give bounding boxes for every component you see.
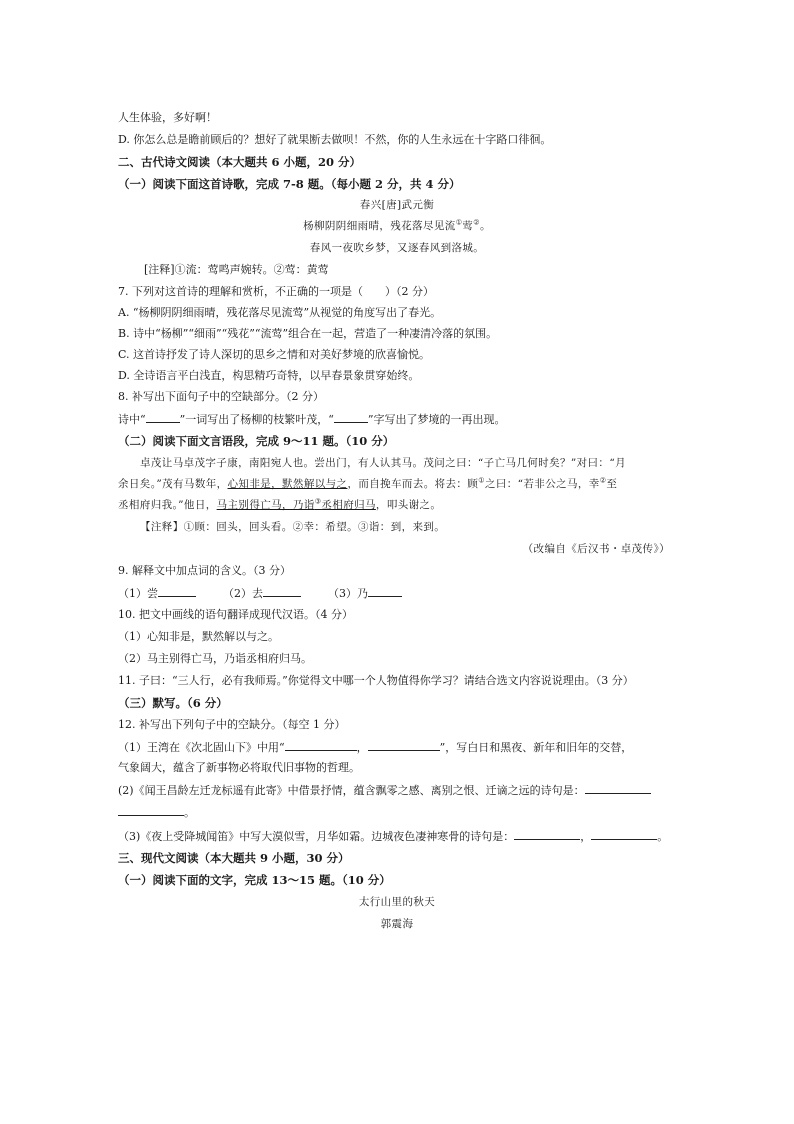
answer-blank[interactable] [368, 586, 402, 597]
classical-text-line-2: 余日矣。”茂有马数年，心知非是，默然解以与之，而自挽车而去。将去：顾①之曰：“若非公之马，幸②至 [118, 476, 618, 490]
poem-line-1: 杨柳阴阴细雨晴，残花落尽见流①莺②。 [303, 218, 491, 232]
answer-blank[interactable] [334, 412, 368, 423]
question-10: 10. 把文中画线的语句翻译成现代汉语。（4 分） [118, 608, 353, 621]
answer-blank[interactable] [514, 829, 580, 840]
poem-title: 春兴[唐]武元衡 [359, 199, 435, 211]
question-7-option-b: B. 诗中“杨柳”“细雨”“残花”“流莺”组合在一起，营造了一种凄清冷落的氛围。 [118, 327, 498, 340]
section-3-title: 三、现代文阅读（本大题共 9 小题，30 分） [118, 851, 350, 865]
section-2-1-title: （一）阅读下面这首诗歌，完成 7-8 题。（每小题 2 分，共 4 分） [118, 177, 461, 191]
section-2-2-title: （二）阅读下面文言语段，完成 9～11 题。（10 分） [118, 434, 395, 448]
question-12: 12. 补写出下列句子中的空缺分。（每空 1 分） [118, 718, 346, 731]
question-7-option-d: D. 全诗语言平白浅直，构思精巧奇特，以早春景象贯穿始终。 [118, 369, 420, 382]
question-9: 9. 解释文中加点词的含义。（3 分） [118, 564, 291, 577]
essay-author: 郭震海 [380, 918, 414, 930]
question-8-fill: 诗中“ ”一词写出了杨柳的枝繁叶茂，“ ”字写出了梦境的一再出现。 [118, 413, 506, 426]
question-12-2-cont: 。 [118, 805, 195, 820]
poem-note: [注释]①流：莺鸣声婉转。②莺：黄莺 [144, 263, 329, 276]
answer-blank[interactable] [585, 783, 651, 794]
classical-text-line-3: 丞相府归我。”他日，马主别得亡马，乃诣③丞相府归马，叩头谢之。 [118, 497, 442, 511]
text-line: 人生体验，多好啊！ [118, 111, 217, 124]
question-10-2: （2）马主别得亡马，乃诣丞相府归马。 [118, 652, 312, 665]
essay-title: 太行山里的秋天 [358, 896, 436, 908]
question-11: 11. 子曰：“三人行，必有我师焉。”你觉得文中哪一个人物值得你学习？请结合选文内容说说理由。（3 分） [118, 674, 634, 687]
answer-blank[interactable] [285, 740, 357, 751]
question-9-items: （1）尝 （2）去 （3）乃 [118, 586, 402, 601]
question-7-option-c: C. 这首诗抒发了诗人深切的思乡之情和对美好梦境的欣喜愉悦。 [118, 348, 431, 361]
question-12-2: (2)《闻王昌龄左迁龙标遥有此寄》中借景抒情，蕴含飘零之感、离别之恨、迁谪之远的诗句是： [118, 783, 651, 798]
section-3-1-title: （一）阅读下面的文字，完成 13～15 题。（10 分） [118, 873, 391, 887]
answer-blank[interactable] [158, 586, 196, 597]
underlined-sentence: 马主别得亡马，乃诣③丞相府归马 [216, 497, 376, 511]
answer-blank[interactable] [263, 586, 301, 597]
answer-blank[interactable] [591, 829, 657, 840]
question-10-1: （1）心知非是，默然解以与之。 [118, 630, 279, 643]
classical-text-line-1: 卓茂让马卓茂字子康，南阳宛人也。尝出门，有人认其马。茂问之曰：“子亡马几何时矣？”对曰：“月 [140, 457, 627, 469]
question-7-option-a: A. “杨柳阴阴细雨晴，残花落尽见流莺”从视觉的角度写出了春光。 [118, 306, 442, 319]
question-12-3: （3)《夜上受降城闻笛》中写大漠似雪，月华如霜。边城夜色凄神寒骨的诗句是： ， 。 [118, 830, 669, 843]
question-12-1: （1）王湾在《次北固山下》中用“ ， ”，写白日和黑夜、新年和旧年的交替， [118, 741, 633, 754]
answer-blank[interactable] [146, 412, 180, 423]
question-7: 7. 下列对这首诗的理解和赏析，不正确的一项是（ ）（2 分） [118, 285, 434, 298]
question-12-1-cont: 气象阔大，蕴含了新事物必将取代旧事物的哲理。 [118, 761, 360, 774]
section-2-3-title: （三）默写。（6 分） [118, 696, 228, 710]
answer-blank[interactable] [118, 805, 184, 816]
classical-note: 【注释】①顾：回头，回头看。②幸：希望。③诣：到，来到。 [140, 521, 446, 533]
option-d-prev: D. 你怎么总是瞻前顾后的？想好了就果断去做呗！不然，你的人生永远在十字路口徘徊。 [118, 133, 552, 146]
underlined-sentence: 心知非是，默然解以与之 [227, 478, 348, 490]
classical-source: （改编自《后汉书・卓茂传》） [522, 543, 670, 555]
answer-blank[interactable] [368, 740, 440, 751]
question-8: 8. 补写出下面句子中的空缺部分。（2 分） [118, 390, 324, 403]
poem-line-2: 春风一夜吹乡梦，又逐春风到洛城。 [309, 242, 485, 254]
section-2-title: 二、古代诗文阅读（本大题共 6 小题，20 分） [118, 155, 362, 169]
